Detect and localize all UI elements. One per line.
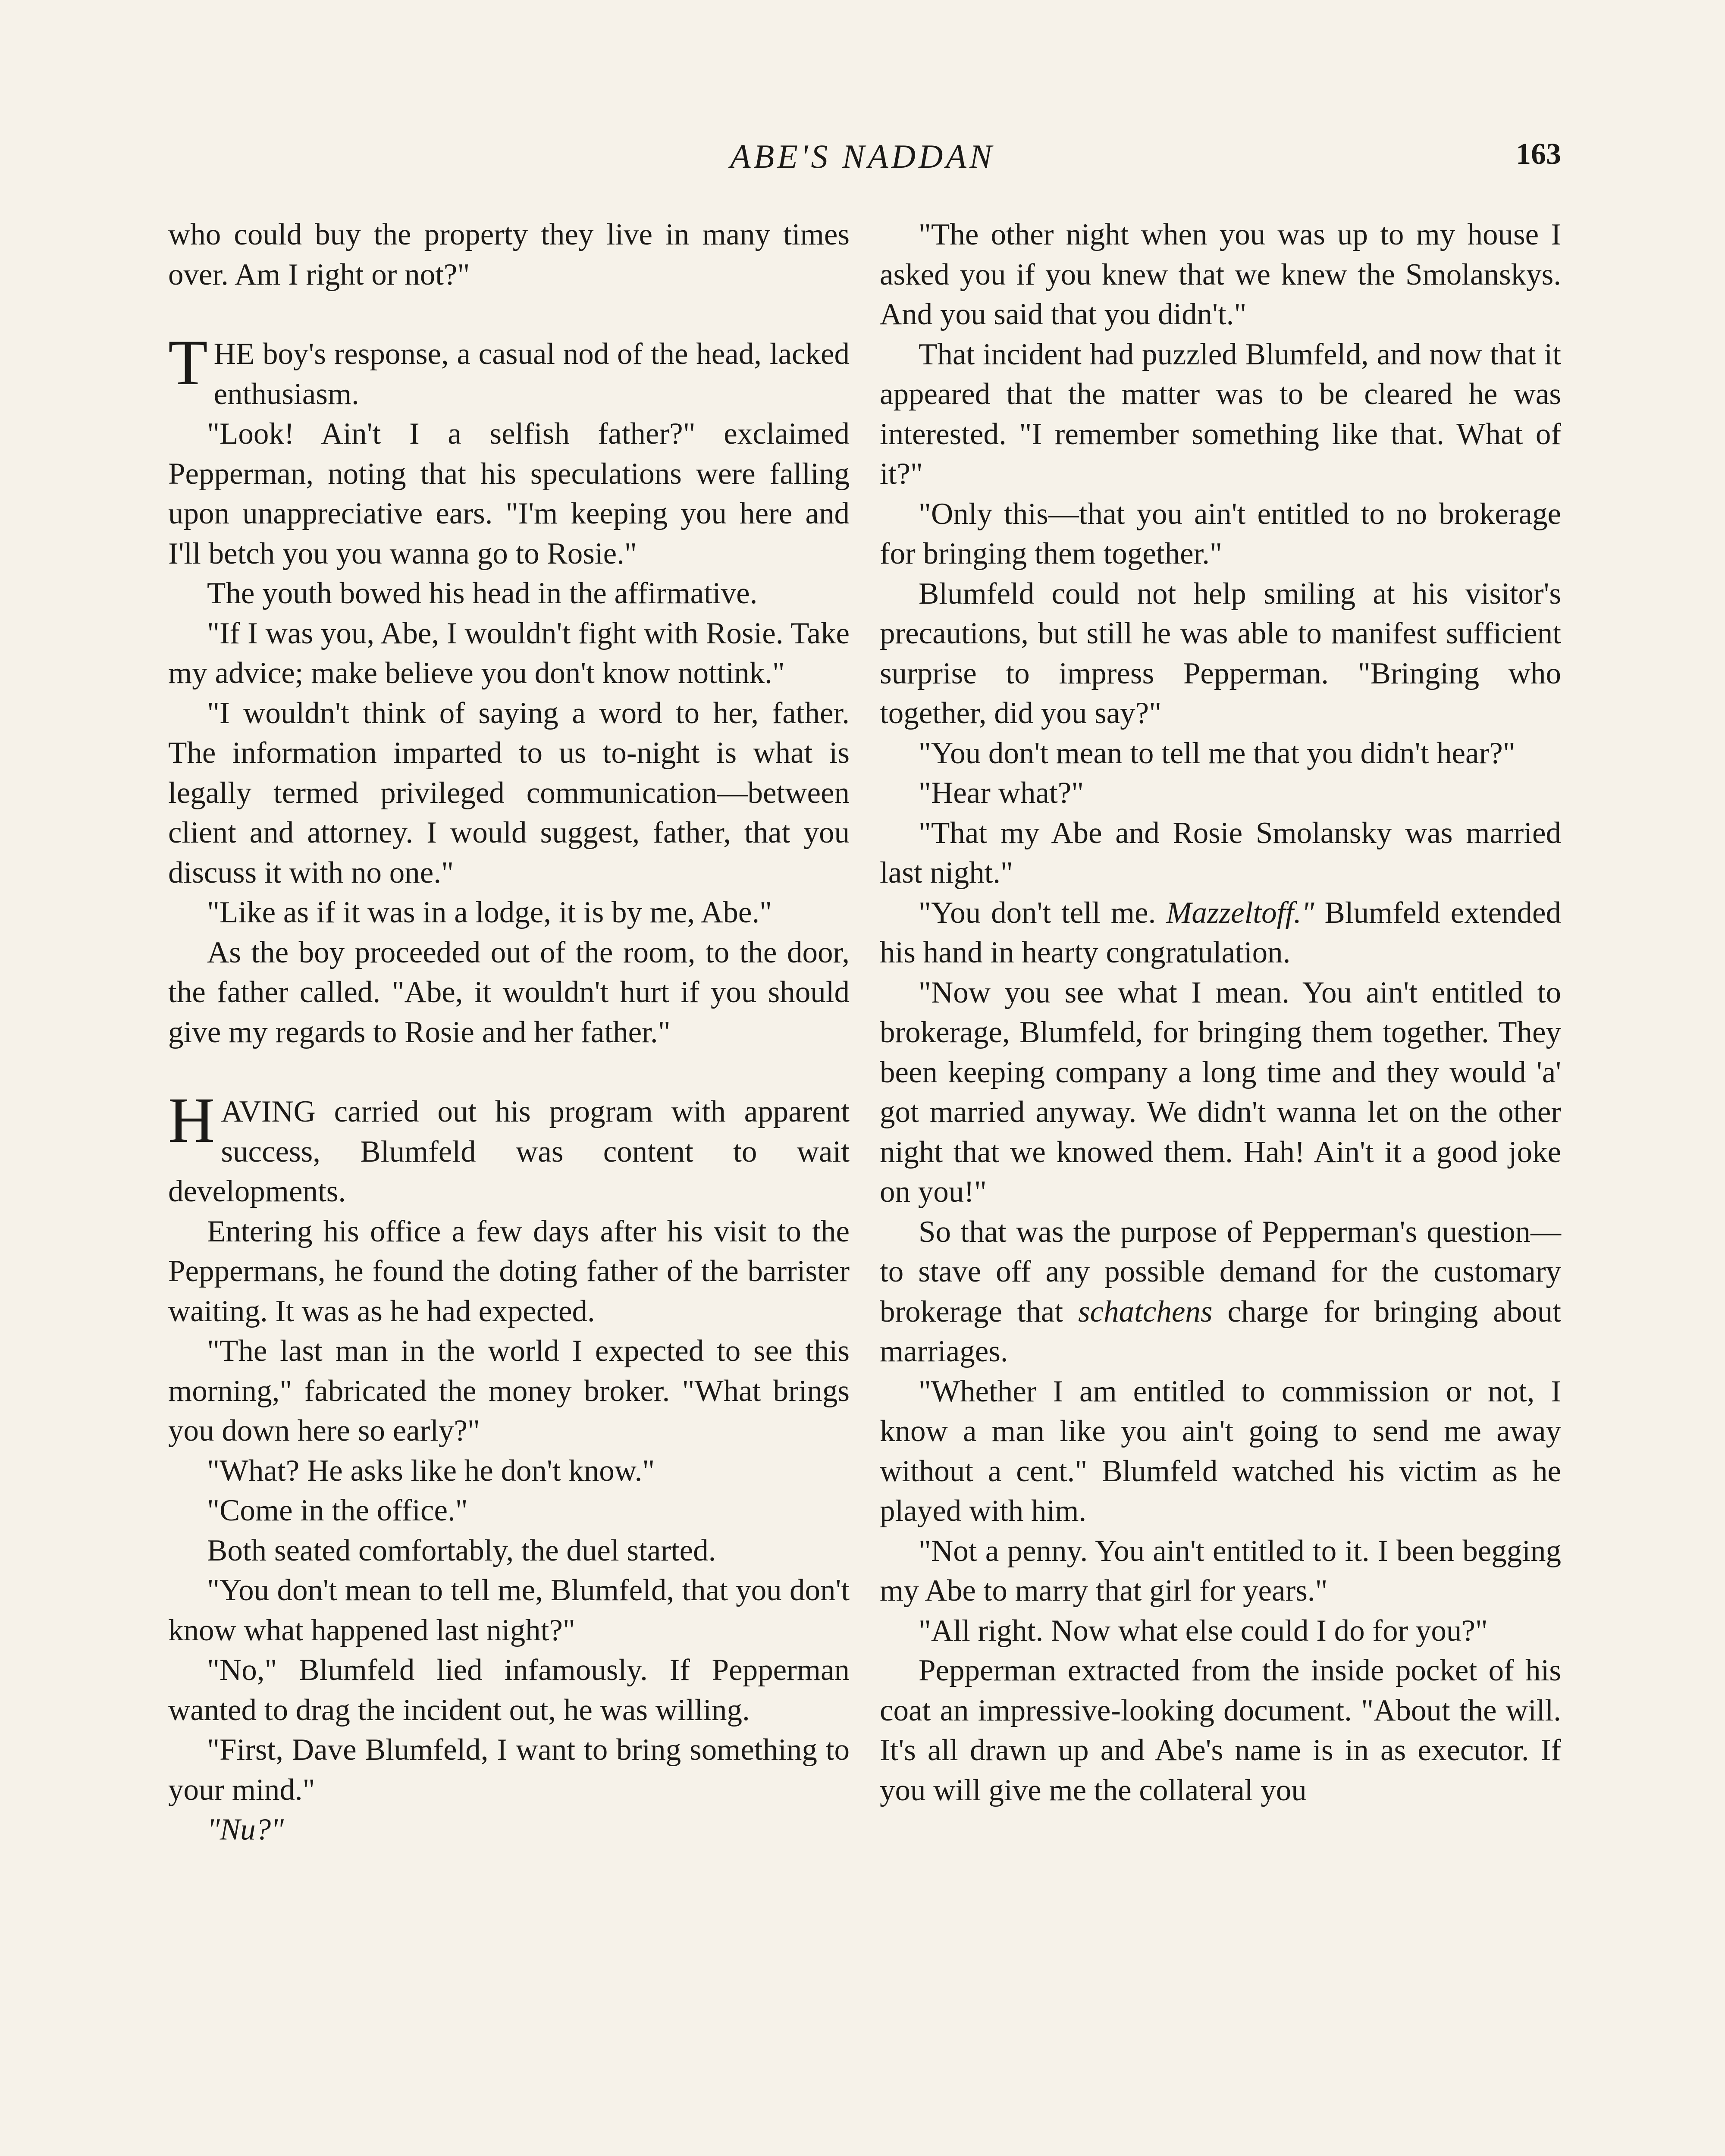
paragraph: "The last man in the world I expected to see this morning," fabricated the money broker. "What brings you down here so early?" (168, 1334, 850, 1448)
right-column (880, 215, 1561, 1810)
paragraph: "That my Abe and Rosie Smolansky was married last night." (880, 816, 1561, 890)
section-opening-paragraph (168, 1084, 850, 1212)
paragraph: "Come in the office." (207, 1494, 468, 1527)
paragraph (880, 1212, 1561, 1372)
paragraph-text: "You don't tell me. (919, 896, 1167, 930)
paragraph: "Look! Ain't I a selfish father?" exclaimed Pepperman, noting that his speculations were falling upon unappreciative ears. "I'm keeping you here and I'll betch you you wanna go to Rosie." (168, 417, 850, 570)
paragraph: As the boy proceeded out of the room, to the door, the father called. "Abe, it wouldn't hurt if you should give my regards to Rosie and her father." (168, 935, 850, 1049)
paragraph: "The other night when you was up to my house I asked you if you knew that we knew the Smolanskys. And you said that you didn't." (880, 218, 1561, 331)
paragraph: That incident had puzzled Blumfeld, and now that it appeared that the matter was to be cleared he was interested. "I remember something like that. What of it?" (880, 337, 1561, 491)
paragraph: "No," Blumfeld lied infamously. If Pepperman wanted to drag the incident out, he was willing. (168, 1653, 850, 1727)
paragraph: "Not a penny. You ain't entitled to it. I been begging my Abe to marry that girl for years." (880, 1534, 1561, 1608)
italic-text: "Nu?" (207, 1813, 284, 1846)
paragraph-text: HE boy's response, a casual nod of the head, lacked enthusiasm. (213, 337, 850, 411)
paragraph: "Like as if it was in a lodge, it is by me, Abe." (207, 896, 772, 929)
paragraph: "If I was you, Abe, I wouldn't fight with Rosie. Take my advice; make believe you don't know nottink." (168, 616, 850, 690)
paragraph: "What? He asks like he don't know." (207, 1454, 655, 1488)
paragraph (880, 893, 1561, 973)
paragraph: Both seated comfortably, the duel started. (207, 1533, 716, 1567)
paragraph: who could buy the property they live in many times over. Am I right or not?" (168, 218, 850, 291)
paragraph: "Whether I am entitled to commission or not, I know a man like you ain't going to send me away without a cent." Blumfeld watched his victim as he played with him. (880, 1374, 1561, 1528)
paragraph: "You don't mean to tell me, Blumfeld, that you don't know what happened last night?" (168, 1573, 850, 1647)
paragraph: "You don't mean to tell me that you didn't hear?" (919, 736, 1515, 770)
left-column (168, 215, 850, 1850)
drop-cap: T (168, 327, 208, 398)
paragraph: "I wouldn't think of saying a word to her, father. The information imparted to us to-night is what is legally termed privileged communication—between client and attorney. I would suggest, father, that you discuss it with no one." (168, 696, 850, 890)
paragraph-text: Blumfeld extended his hand in hearty congratulation. (880, 896, 1561, 969)
paragraph: Pepperman extracted from the inside pocket of his coat an impressive-looking document. "About the will. It's all drawn up and Abe's name is in as executor. If you will give me the collateral you (880, 1654, 1561, 1807)
paragraph: Entering his office a few days after his visit to the Peppermans, he found the doting father of the barrister waiting. It was as he had expected. (168, 1214, 850, 1328)
paragraph: Blumfeld could not help smiling at his visitor's precautions, but still he was able to manifest sufficient surprise to impress Pepperman. "Bringing who together, did you say?" (880, 577, 1561, 730)
paragraph: "All right. Now what else could I do for you?" (919, 1614, 1488, 1648)
paragraph: The youth bowed his head in the affirmative. (207, 577, 758, 610)
paragraph: "First, Dave Blumfeld, I want to bring something to your mind." (168, 1733, 850, 1807)
section-opening-paragraph (168, 327, 850, 414)
paragraph-text: charge for bringing about marriages. (880, 1294, 1561, 1368)
paragraph: "Hear what?" (919, 776, 1084, 810)
page-number: 163 (1516, 138, 1561, 171)
italic-text: Mazzeltoff." (1166, 896, 1314, 930)
paragraph (168, 1810, 850, 1850)
paragraph: "Only this—that you ain't entitled to no brokerage for bringing them together." (880, 497, 1561, 570)
running-title: ABE'S NADDAN (730, 138, 995, 175)
paragraph-text: So that was the purpose of Pepperman's question—to stave off any possible demand for the customary brokerage that (880, 1215, 1561, 1329)
paragraph: "Now you see what I mean. You ain't entitled to brokerage, Blumfeld, for bringing them together. They been keeping company a long time and they would 'a' got married anyway. We didn't wanna let on the other night that we knowed them. Hah! Ain't it a good joke on you!" (880, 975, 1561, 1209)
italic-text: schatchens (1078, 1294, 1213, 1329)
drop-cap: H (168, 1084, 215, 1156)
paragraph-text: AVING carried out his program with apparent success, Blumfeld was content to wait developments. (168, 1095, 850, 1208)
